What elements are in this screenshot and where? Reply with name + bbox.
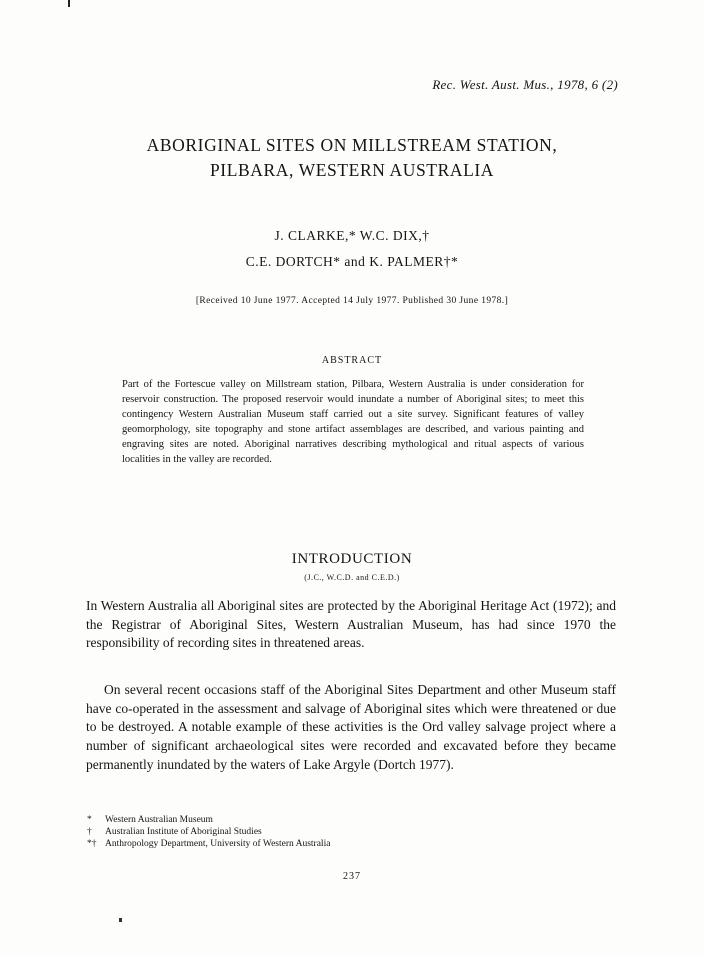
footnote (87, 838, 587, 850)
footnote (87, 826, 587, 838)
introduction-paragraph-2: On several recent occasions staff of the Aboriginal Sites Department and other Museum staff have co-operated in the assessment and salvage of Aboriginal sites which were threatened or due to be destroyed. A notable example of these activities is the Ord valley salvage project where a number of significant archaeological sites were recorded and excavated before they became permanently inundated by the waters of Lake Argyle (Dortch 1977). (86, 682, 616, 772)
footnote (87, 814, 587, 826)
article-title-line-1: ABORIGINAL SITES ON MILLSTREAM STATION, (146, 135, 558, 155)
article-title-line-2: PILBARA, WESTERN AUSTRALIA (209, 160, 495, 180)
footnote-text: Western Australian Museum (105, 815, 213, 825)
authors-line-1: J. CLARKE,* W.C. DIX,† (274, 228, 430, 243)
top-margin-mark (68, 0, 70, 7)
introduction-authors: (J.C., W.C.D. and C.E.D.) (304, 573, 400, 582)
footnote-mark: *† (87, 839, 97, 849)
introduction-paragraph-1: In Western Australia all Aboriginal sites are protected by the Aboriginal Heritage Act (1972); and the Registrar of Aboriginal Sites, Western Australian Museum, has had since 1970 the responsibility of recording sites in threatened areas. (86, 598, 616, 651)
page-number: 237 (343, 871, 361, 882)
bottom-margin-mark (119, 918, 122, 922)
authors-line-2: C.E. DORTCH* and K. PALMER†* (245, 254, 459, 269)
footnote-mark: * (87, 815, 92, 825)
abstract-heading: ABSTRACT (321, 355, 383, 366)
introduction-heading: INTRODUCTION (291, 551, 413, 567)
footnote-text: Australian Institute of Aboriginal Studies (105, 827, 262, 837)
footnote-text: Anthropology Department, University of Western Australia (105, 839, 331, 849)
footnotes (87, 814, 587, 850)
journal-citation: Rec. West. Aust. Mus., 1978, 6 (2) (432, 77, 618, 92)
received-dates: [Received 10 June 1977. Accepted 14 July 1977. Published 30 June 1978.] (195, 296, 509, 306)
footnote-mark: † (87, 827, 92, 837)
abstract-text: Part of the Fortescue valley on Millstream station, Pilbara, Western Australia is under consideration for reservoir construction. The proposed reservoir would inundate a number of Aboriginal sites; to meet this contingency Western Australian Museum staff carried out a site survey. Significant features of valley geomorphology, site topography and stone artifact assemblages are described, and various painting and engraving sites are noted. Aboriginal narratives describing mythological and ritual aspects of various localities in the valley are recorded. (122, 379, 584, 465)
